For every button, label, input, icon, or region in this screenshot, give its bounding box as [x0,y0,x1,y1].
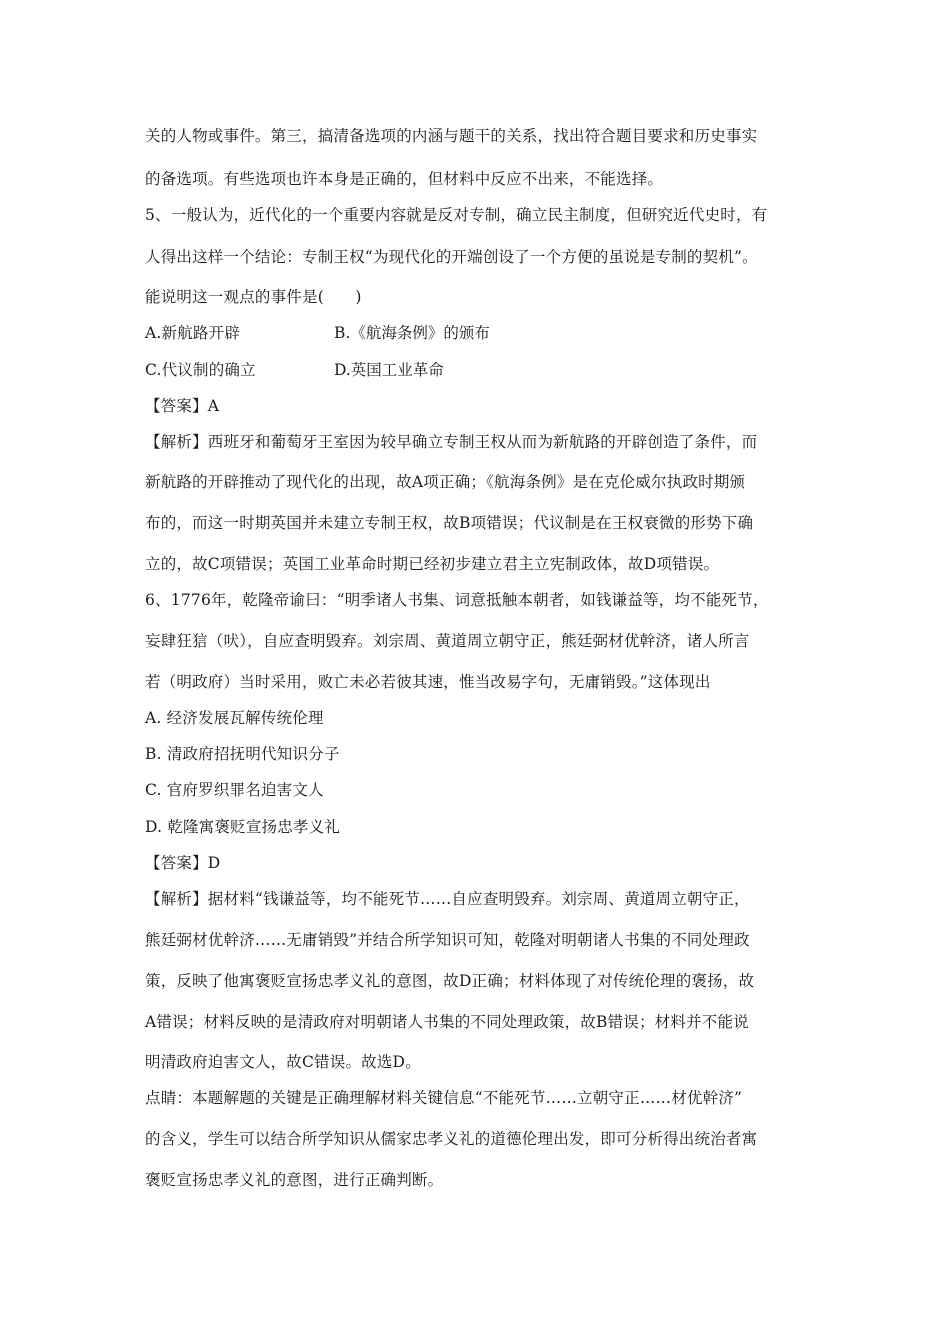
question-5-analysis: 【解析】西班牙和葡萄牙王室因为较早确立专制王权从而为新航路的开辟创造了条件，而 [145,433,758,451]
question-6-answer: 【答案】D [145,854,221,872]
question-5-option-d: D.英国工业革命 [334,361,444,379]
text-line: 的备选项。有些选项也许本身是正确的，但材料中反应不出来，不能选择。 [145,170,664,188]
question-5-option-b: B.《航海条例》的颁布 [334,324,490,342]
question-6-option-b: B. 清政府招抚明代知识分子 [145,745,340,763]
question-6-analysis: 熊廷弼材优幹济……无庸销毁”并结合所学知识可知，乾隆对明朝诸人书集的不同处理政 [145,931,750,949]
question-6-stem: 6、1776年，乾隆帝谕曰：“明季诸人书集、词意抵触本朝者，如钱谦益等，均不能死节， [145,591,769,609]
question-6-option-c: C. 官府罗织罪名迫害文人 [145,781,324,799]
question-6-analysis: 明清政府迫害文人，故C错误。故选D。 [145,1053,421,1071]
text-line: 关的人物或事件。第三，搞清备选项的内涵与题干的关系，找出符合题目要求和历史事实 [145,127,758,145]
question-5-stem: 人得出这样一个结论：专制王权“为现代化的开端创设了一个方便的虽说是专制的契机”。 [145,248,758,266]
question-5-stem: 能说明这一观点的事件是( ) [145,288,362,306]
question-5-analysis: 立的，故C项错误；英国工业革命时期已经初步建立君主立宪制政体，故D项错误。 [145,555,720,573]
question-6-analysis: 【解析】据材料“钱谦益等，均不能死节……自应查明毁弃。刘宗周、黄道周立朝守正， [145,890,750,908]
question-5-option-a: A.新航路开辟 [145,324,241,342]
question-5-analysis: 布的，而这一时期英国并未建立专制王权，故B项错误；代议制是在王权衰微的形势下确 [145,514,754,532]
question-6-option-d: D. 乾隆寓褒贬宣扬忠孝义礼 [145,818,341,836]
question-6-note: 的含义，学生可以结合所学知识从儒家忠孝义礼的道德伦理出发，即可分析得出统治者寓 [145,1130,758,1148]
question-6-option-a: A. 经济发展瓦解传统伦理 [145,709,324,727]
question-6-stem: 若（明政府）当时采用，败亡未必若彼其速，惟当改易字句，无庸销毁。”这体现出 [145,673,711,691]
question-6-note: 褒贬宣扬忠孝义礼的意图，进行正确判断。 [145,1171,444,1189]
question-5-stem: 5、一般认为，近代化的一个重要内容就是反对专制，确立民主制度，但研究近代史时，有 [145,206,768,224]
question-5-analysis: 新航路的开辟推动了现代化的出现，故A项正确；《航海条例》是在克伦威尔执政时期颁 [145,473,746,491]
question-6-analysis: 策，反映了他寓褒贬宣扬忠孝义礼的意图，故D正确；材料体现了对传统伦理的褒扬，故 [145,972,755,990]
question-5-option-c: C.代议制的确立 [145,361,256,379]
question-6-stem: 妄肆狂狺（吠），自应查明毁弃。刘宗周、黄道周立朝守正，熊廷弼材优幹济，诸人所言 [145,632,750,650]
question-6-analysis: A错误；材料反映的是清政府对明朝诸人书集的不同处理政策，故B错误；材料并不能说 [145,1013,749,1031]
question-5-answer: 【答案】A [145,397,220,415]
question-6-note: 点睛：本题解题的关键是正确理解材料关键信息“不能死节……立朝守正……材优幹济” [145,1089,743,1107]
